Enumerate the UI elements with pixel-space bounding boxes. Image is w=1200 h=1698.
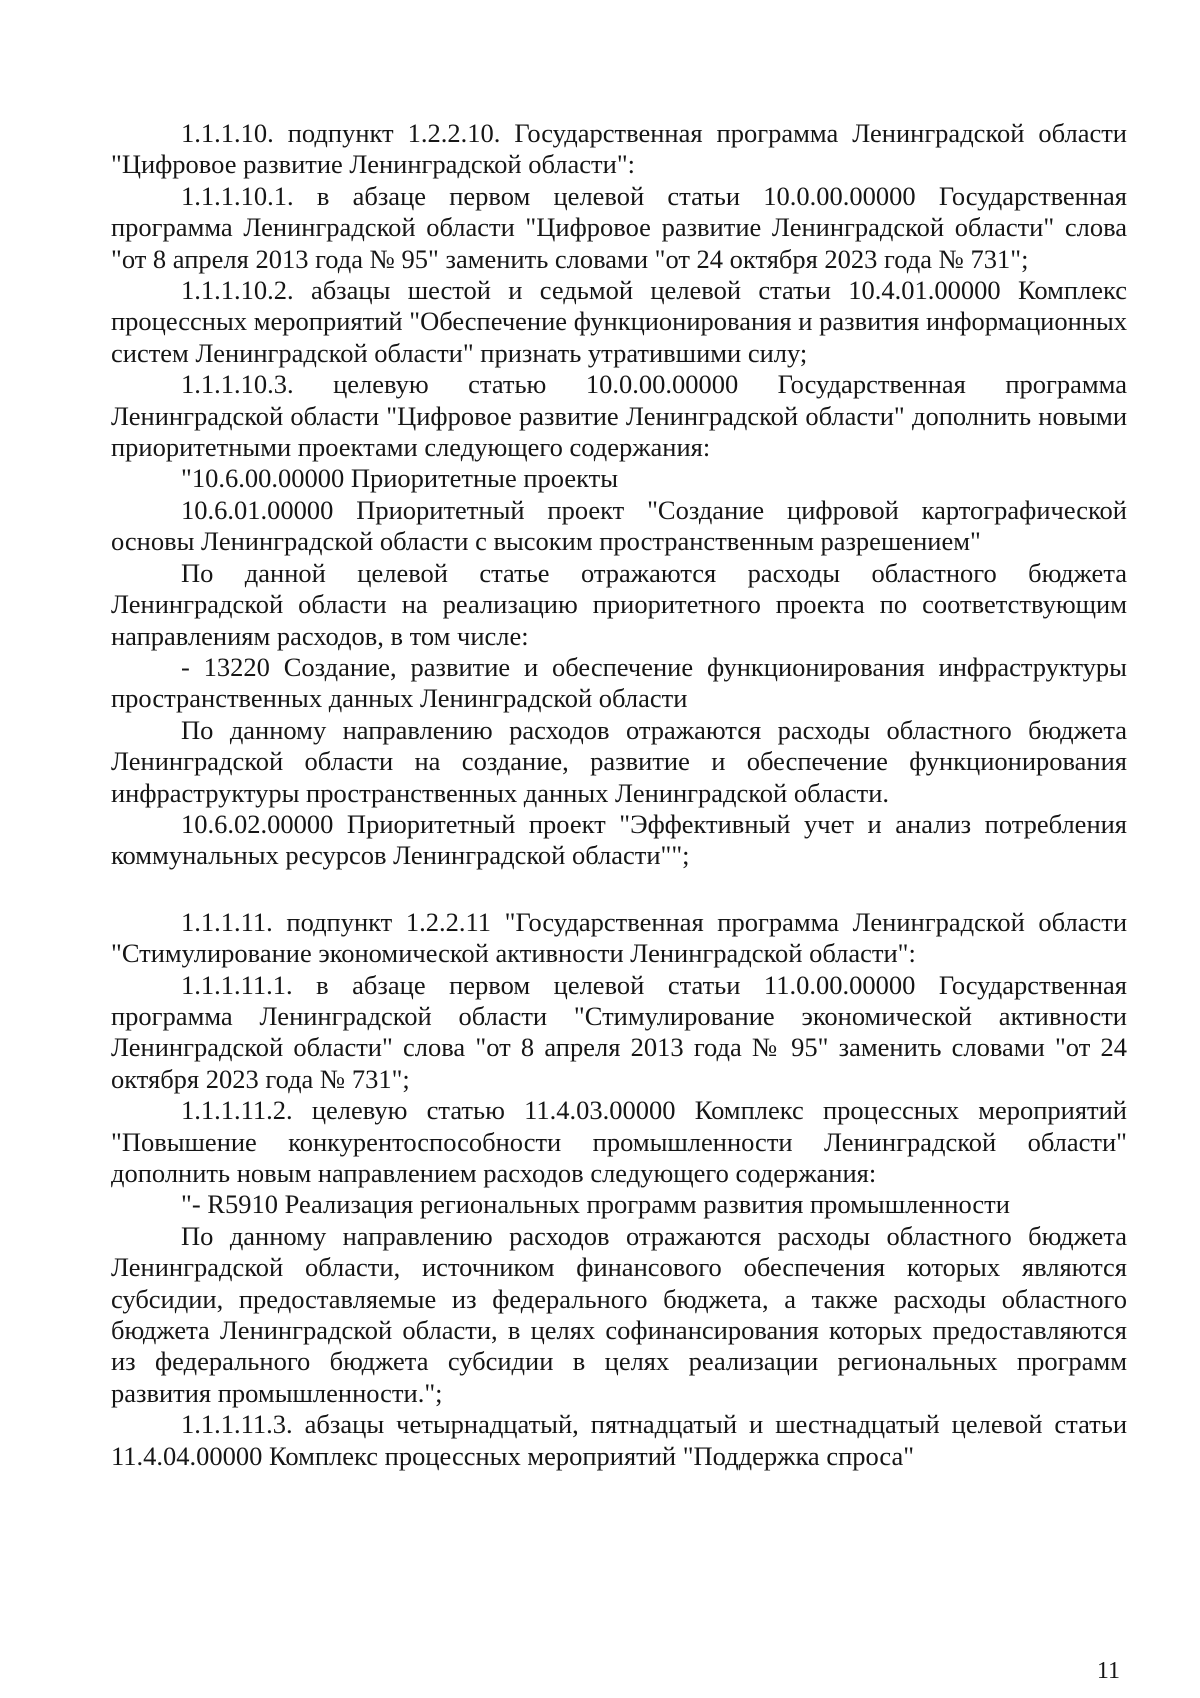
paragraph-r5910-item: "- R5910 Реализация региональных программ развития промышленности bbox=[181, 1189, 1010, 1220]
paragraph-1-1-1-10-2: 1.1.1.10.2. абзацы шестой и седьмой целевой статьи 10.4.01.00000 Комплекс процессных мероприятий "Обеспечение функционирования и развития информационных систем Ленинградской области" признать утратившими силу; bbox=[111, 275, 1127, 368]
paragraph-10-6-01: 10.6.01.00000 Приоритетный проект "Создание цифровой картографической основы Ленинградской области с высоким пространственным разрешением" bbox=[111, 494, 1127, 557]
paragraph-expenses-description: По данной целевой статье отражаются расходы областного бюджета Ленинградской области на реализацию приоритетного проекта по соответствующим направлениям расходов, в том числе: bbox=[111, 557, 1127, 651]
paragraph-1-1-1-11-2: 1.1.1.11.2. целевую статью 11.4.03.00000 Комплекс процессных мероприятий "Повышение конкурентоспособности промышленности Ленинградской области" дополнить новым направлением расходов следующего содержания: bbox=[111, 1095, 1127, 1188]
paragraph-1-1-1-11-1: 1.1.1.11.1. в абзаце первом целевой статьи 11.0.00.00000 Государственная программа Ленинградской области "Стимулирование экономической активности Ленинградской области" слова "от 8 апреля 2013 года № 95" заменить словами "от 24 октября 2023 года № 731"; bbox=[111, 969, 1127, 1094]
paragraph-r5910-description: По данному направлению расходов отражаются расходы областного бюджета Ленинградской области, источником финансового обеспечения которых являются субсидии, предоставляемые из федерального бюджета, а также расходы областного бюджета Ленинградской области, в целях софинансирования которых предоставляются из федерального бюджета субсидии в целях реализации региональных программ развития промышленности."; bbox=[111, 1220, 1127, 1408]
paragraph-1-1-1-10: 1.1.1.10. подпункт 1.2.2.10. Государственная программа Ленинградской области "Цифровое развитие Ленинградской области": bbox=[111, 118, 1127, 180]
paragraph-1-1-1-11-3: 1.1.1.11.3. абзацы четырнадцатый, пятнадцатый и шестнадцатый целевой статьи 11.4.04.00000 Комплекс процессных мероприятий "Поддержка спроса" bbox=[111, 1409, 1127, 1471]
paragraph-1-1-1-10-3: 1.1.1.10.3. целевую статью 10.0.00.00000 Государственная программа Ленинградской области "Цифровое развитие Ленинградской области" дополнить новыми приоритетными проектами следующего содержания: bbox=[111, 369, 1127, 463]
paragraph-1-1-1-10-1: 1.1.1.10.1. в абзаце первом целевой статьи 10.0.00.00000 Государственная программа Ленинградской области "Цифровое развитие Ленинградской области" слова "от 8 апреля 2013 года № 95" заменить словами "от 24 октября 2023 года № 731"; bbox=[111, 180, 1127, 274]
paragraph-13220-description: По данному направлению расходов отражаются расходы областного бюджета Ленинградской области на создание, развитие и обеспечение функционирования инфраструктуры пространственных данных Ленинградской области. bbox=[111, 714, 1127, 808]
paragraph-1-1-1-11: 1.1.1.11. подпункт 1.2.2.11 "Государственная программа Ленинградской области "Стимулирование экономической активности Ленинградской области": bbox=[111, 906, 1127, 969]
document-body bbox=[111, 118, 1127, 1472]
paragraph-13220-item: - 13220 Создание, развитие и обеспечение функционирования инфраструктуры пространственных данных Ленинградской области bbox=[111, 651, 1127, 714]
page-number: 11 bbox=[1096, 1658, 1120, 1684]
paragraph-10-6-02: 10.6.02.00000 Приоритетный проект "Эффективный учет и анализ потребления коммунальных ресурсов Ленинградской области""; bbox=[111, 808, 1127, 871]
section-gap bbox=[111, 872, 1127, 907]
paragraph-priority-projects-heading: "10.6.00.00000 Приоритетные проекты bbox=[181, 463, 619, 494]
